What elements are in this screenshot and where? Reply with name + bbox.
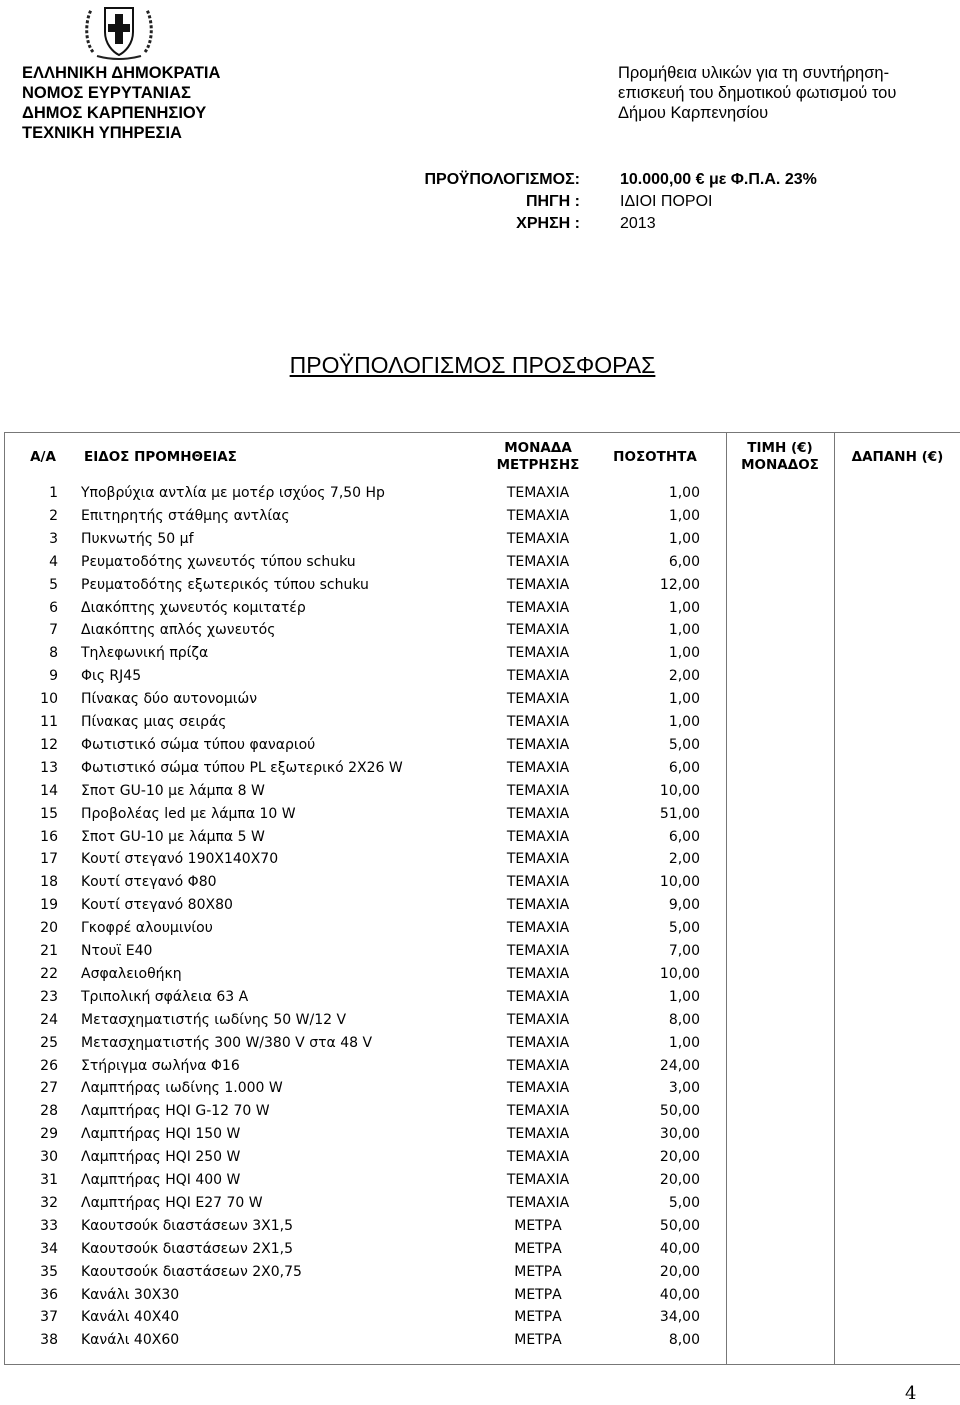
item-description: Καουτσούκ διαστάσεων 2Χ0,75: [81, 1263, 302, 1280]
table-row: [0, 803, 960, 826]
row-number: 26: [40, 1057, 58, 1074]
unit-of-measure: ΤΕΜΑΧΙΑ: [506, 1011, 570, 1028]
unit-of-measure: ΤΕΜΑΧΙΑ: [506, 988, 570, 1005]
row-number: 27: [40, 1080, 58, 1097]
year-value: 2013: [620, 215, 656, 232]
table-row: [0, 642, 960, 665]
table-row: [0, 848, 960, 871]
header-unit-line: ΜΕΤΡΗΣΗΣ: [496, 457, 580, 473]
unit-of-measure: ΜΕΤΡΑ: [514, 1332, 562, 1349]
unit-of-measure: ΤΕΜΑΧΙΑ: [506, 553, 570, 570]
subject-line: επισκευή του δημοτικού φωτισμού του: [618, 84, 897, 102]
table-row: [0, 917, 960, 940]
quantity: 1,00: [668, 485, 700, 501]
table-row: [0, 688, 960, 711]
table-row: [0, 1306, 960, 1329]
row-number: 25: [40, 1034, 58, 1051]
unit-of-measure: ΜΕΤΡΑ: [514, 1309, 562, 1326]
item-description: Κουτί στεγανό 190Χ140Χ70: [81, 851, 279, 868]
item-description: Προβολέας led με λάμπα 10 W: [81, 805, 296, 822]
quantity: 1,00: [668, 599, 700, 616]
item-description: Τηλεφωνική πρίζα: [81, 645, 209, 662]
item-description: Σποτ GU-10 με λάμπα 8 W: [81, 782, 265, 799]
quantity: 5,00: [668, 736, 700, 753]
issuing-authority: [22, 63, 220, 143]
table-row: [0, 574, 960, 597]
item-description: Κανάλι 40Χ60: [81, 1332, 180, 1349]
quantity: 9,00: [668, 897, 700, 914]
unit-of-measure: ΤΕΜΑΧΙΑ: [506, 645, 570, 662]
unit-of-measure: ΤΕΜΑΧΙΑ: [506, 485, 570, 501]
table-row: [0, 1032, 960, 1055]
row-number: 20: [40, 920, 58, 937]
greek-emblem-icon: [83, 2, 155, 60]
unit-of-measure: ΤΕΜΑΧΙΑ: [506, 507, 570, 524]
row-number: 4: [49, 553, 58, 570]
quantity: 20,00: [659, 1263, 700, 1280]
quantity: 6,00: [668, 759, 700, 776]
year-label: ΧΡΗΣΗ :: [516, 215, 580, 232]
quantity: 1,00: [668, 645, 700, 662]
quantity: 51,00: [659, 805, 700, 822]
row-number: 32: [40, 1194, 58, 1211]
subject-line: Προμήθεια υλικών για τη συντήρηση-: [618, 64, 890, 82]
unit-of-measure: ΤΕΜΑΧΙΑ: [506, 576, 570, 593]
item-description: Κανάλι 40Χ40: [81, 1309, 180, 1326]
item-description: Πίνακας μιας σειράς: [81, 714, 227, 730]
item-description: Διακόπτης χωνευτός κομιτατέρ: [81, 599, 306, 616]
item-description: Καουτσούκ διαστάσεων 2Χ1,5: [81, 1240, 294, 1257]
unit-of-measure: ΜΕΤΡΑ: [514, 1286, 562, 1303]
row-number: 3: [49, 530, 58, 547]
quantity: 1,00: [668, 691, 700, 708]
item-description: Κουτί στεγανό Φ80: [81, 874, 217, 891]
table-row: [0, 1192, 960, 1215]
header-cost: ΔΑΠΑΝΗ (€): [851, 449, 944, 465]
table-row: [0, 1169, 960, 1192]
item-description: Ασφαλειοθήκη: [81, 965, 182, 982]
quantity: 12,00: [659, 576, 700, 593]
item-description: Φις RJ45: [81, 668, 142, 685]
row-number: 28: [40, 1103, 58, 1120]
item-description: Σποτ GU-10 με λάμπα 5 W: [81, 828, 265, 845]
item-description: Στήριγμα σωλήνα Φ16: [81, 1057, 240, 1074]
table-row: [0, 1329, 960, 1352]
unit-of-measure: ΤΕΜΑΧΙΑ: [506, 1034, 570, 1051]
table-row: [0, 734, 960, 757]
row-number: 31: [40, 1172, 58, 1188]
row-number: 15: [40, 805, 58, 822]
quantity: 8,00: [668, 1332, 700, 1349]
quantity: 2,00: [668, 668, 700, 685]
quantity: 1,00: [668, 530, 700, 547]
row-number: 7: [49, 622, 58, 639]
table-row: [0, 963, 960, 986]
unit-of-measure: ΜΕΤΡΑ: [514, 1263, 562, 1280]
header-quantity: ΠΟΣΟΤΗΤΑ: [613, 449, 697, 465]
authority-line: ΕΛΛΗΝΙΚΗ ΔΗΜΟΚΡΑΤΙΑ: [22, 64, 221, 82]
quantity: 3,00: [668, 1080, 700, 1097]
unit-of-measure: ΤΕΜΑΧΙΑ: [506, 1057, 570, 1074]
item-description: Καουτσούκ διαστάσεων 3Χ1,5: [81, 1217, 294, 1234]
unit-of-measure: ΤΕΜΑΧΙΑ: [506, 714, 570, 730]
unit-of-measure: ΤΕΜΑΧΙΑ: [506, 965, 570, 982]
item-description: Φωτιστικό σώμα τύπου φαναριού: [81, 736, 316, 753]
table-row: [0, 1284, 960, 1307]
row-number: 30: [40, 1149, 58, 1166]
table-row: [0, 780, 960, 803]
item-description: Κουτί στεγανό 80Χ80: [81, 897, 233, 914]
unit-of-measure: ΤΕΜΑΧΙΑ: [506, 622, 570, 639]
quantity: 50,00: [659, 1217, 700, 1234]
row-number: 36: [40, 1286, 58, 1303]
row-number: 19: [40, 897, 58, 914]
row-number: 10: [40, 691, 58, 708]
procurement-subject: [618, 63, 896, 123]
header-unit-line: ΜΟΝΑΔΑ: [504, 440, 572, 456]
unit-of-measure: ΤΕΜΑΧΙΑ: [506, 1149, 570, 1166]
row-number: 35: [40, 1263, 58, 1280]
quantity: 1,00: [668, 622, 700, 639]
unit-of-measure: ΜΕΤΡΑ: [514, 1217, 562, 1234]
row-number: 24: [40, 1011, 58, 1028]
table-row: [0, 986, 960, 1009]
row-number: 21: [40, 943, 58, 959]
item-description: Λαμπτήρας ιωδίνης 1.000 W: [81, 1080, 283, 1097]
table-row: [0, 619, 960, 642]
row-number: 5: [49, 576, 58, 593]
table-row: [0, 665, 960, 688]
row-number: 13: [40, 759, 58, 776]
quantity: 10,00: [659, 782, 700, 799]
quantity: 20,00: [659, 1172, 700, 1188]
item-description: Πυκνωτής 50 μf: [81, 530, 194, 547]
table-row: [0, 528, 960, 551]
quantity: 5,00: [668, 1194, 700, 1211]
unit-of-measure: ΤΕΜΑΧΙΑ: [506, 943, 570, 959]
unit-of-measure: ΤΕΜΑΧΙΑ: [506, 736, 570, 753]
table-row: [0, 1215, 960, 1238]
quantity: 10,00: [659, 965, 700, 982]
unit-of-measure: ΤΕΜΑΧΙΑ: [506, 874, 570, 891]
item-description: Γκοφρέ αλουμινίου: [81, 920, 213, 937]
authority-line: ΝΟΜΟΣ ΕΥΡΥΤΑΝΙΑΣ: [22, 84, 191, 102]
item-description: Λαμπτήρας HQI 400 W: [81, 1172, 241, 1188]
unit-of-measure: ΤΕΜΑΧΙΑ: [506, 668, 570, 685]
quantity: 1,00: [668, 714, 700, 730]
row-number: 17: [40, 851, 58, 868]
item-description: Τριπολική σφάλεια 63 Α: [81, 988, 249, 1005]
unit-of-measure: ΤΕΜΑΧΙΑ: [506, 1172, 570, 1188]
quantity: 6,00: [668, 553, 700, 570]
row-number: 38: [40, 1332, 58, 1349]
unit-of-measure: ΤΕΜΑΧΙΑ: [506, 1080, 570, 1097]
table-row: [0, 894, 960, 917]
row-number: 14: [40, 782, 58, 799]
quantity: 34,00: [659, 1309, 700, 1326]
table-row: [0, 1146, 960, 1169]
table-row: [0, 1238, 960, 1261]
row-number: 12: [40, 736, 58, 753]
budget-label: ΠΡΟΫΠΟΛΟΓΙΣΜΟΣ:: [424, 171, 580, 188]
quantity: 1,00: [668, 988, 700, 1005]
table-row: [0, 1261, 960, 1284]
item-description: Λαμπτήρας HQI 150 W: [81, 1126, 241, 1143]
quantity: 7,00: [668, 943, 700, 959]
quantity: 8,00: [668, 1011, 700, 1028]
quantity: 6,00: [668, 828, 700, 845]
item-description: Πίνακας δύο αυτονομιών: [81, 691, 258, 708]
row-number: 18: [40, 874, 58, 891]
budget-value: 10.000,00 € με Φ.Π.Α. 23%: [620, 171, 817, 188]
item-description: Επιτηρητής στάθμης αντλίας: [81, 507, 290, 524]
item-description: Λαμπτήρας HQI E27 70 W: [81, 1194, 263, 1211]
row-number: 37: [40, 1309, 58, 1326]
table-row: [0, 1009, 960, 1032]
header-unit: [488, 440, 588, 474]
table-row: [0, 1055, 960, 1078]
unit-of-measure: ΤΕΜΑΧΙΑ: [506, 851, 570, 868]
header-price-line: ΤΙΜΗ (€): [747, 440, 813, 456]
quantity: 1,00: [668, 507, 700, 524]
quantity: 24,00: [659, 1057, 700, 1074]
unit-of-measure: ΤΕΜΑΧΙΑ: [506, 691, 570, 708]
subject-line: Δήμου Καρπενησίου: [618, 104, 769, 122]
item-description: Ρευματοδότης χωνευτός τύπου schuku: [81, 553, 356, 570]
row-number: 8: [49, 645, 58, 662]
unit-of-measure: ΤΕΜΑΧΙΑ: [506, 805, 570, 822]
table-row: [0, 1077, 960, 1100]
item-description: Ρευματοδότης εξωτερικός τύπου schuku: [81, 576, 369, 593]
header-unit-price: [730, 440, 830, 474]
row-number: 9: [49, 668, 58, 685]
table-row: [0, 1100, 960, 1123]
row-number: 2: [49, 507, 58, 524]
unit-of-measure: ΤΕΜΑΧΙΑ: [506, 1126, 570, 1143]
table-row: [0, 826, 960, 849]
quantity: 1,00: [668, 1034, 700, 1051]
header-price-line: ΜΟΝΑΔΟΣ: [741, 457, 819, 473]
row-number: 16: [40, 828, 58, 845]
quantity: 10,00: [659, 874, 700, 891]
quantity: 50,00: [659, 1103, 700, 1120]
item-description: Λαμπτήρας HQI G-12 70 W: [81, 1103, 270, 1120]
row-number: 22: [40, 965, 58, 982]
unit-of-measure: ΤΕΜΑΧΙΑ: [506, 897, 570, 914]
unit-of-measure: ΤΕΜΑΧΙΑ: [506, 1194, 570, 1211]
unit-of-measure: ΤΕΜΑΧΙΑ: [506, 530, 570, 547]
unit-of-measure: ΤΕΜΑΧΙΑ: [506, 759, 570, 776]
table-row: [0, 711, 960, 734]
table-row: [0, 1123, 960, 1146]
item-description: Μετασχηματιστής 300 W/380 V στα 48 V: [81, 1034, 373, 1051]
item-description: Ντουϊ Ε40: [81, 943, 153, 959]
authority-line: ΤΕΧΝΙΚΗ ΥΠΗΡΕΣΙΑ: [22, 124, 182, 142]
table-row: [0, 551, 960, 574]
row-number: 34: [40, 1240, 58, 1257]
table-row: [0, 505, 960, 528]
table-row: [0, 940, 960, 963]
item-description: Υποβρύχια αντλία με μοτέρ ισχύος 7,50 Hp: [81, 485, 385, 501]
item-description: Λαμπτήρας HQI 250 W: [81, 1149, 241, 1166]
unit-of-measure: ΤΕΜΑΧΙΑ: [506, 1103, 570, 1120]
row-number: 6: [49, 599, 58, 616]
quantity: 40,00: [659, 1286, 700, 1303]
table-row: [0, 757, 960, 780]
unit-of-measure: ΜΕΤΡΑ: [514, 1240, 562, 1257]
header-aa: Α/Α: [30, 449, 56, 465]
quantity: 5,00: [668, 920, 700, 937]
header-item: ΕΙΔΟΣ ΠΡΟΜΗΘΕΙΑΣ: [84, 449, 237, 465]
item-description: Διακόπτης απλός χωνευτός: [81, 622, 276, 639]
quantity: 40,00: [659, 1240, 700, 1257]
page-title: ΠΡΟΫΠΟΛΟΓΙΣΜΟΣ ΠΡΟΣΦΟΡΑΣ: [289, 352, 656, 378]
row-number: 29: [40, 1126, 58, 1143]
quantity: 2,00: [668, 851, 700, 868]
item-description: Φωτιστικό σώμα τύπου PL εξωτερικό 2Χ26 W: [81, 759, 403, 776]
item-description: Κανάλι 30Χ30: [81, 1286, 180, 1303]
table-row: [0, 871, 960, 894]
source-label: ΠΗΓΗ :: [525, 193, 580, 210]
table-row: [0, 482, 960, 505]
row-number: 23: [40, 988, 58, 1005]
unit-of-measure: ΤΕΜΑΧΙΑ: [506, 599, 570, 616]
row-number: 33: [40, 1217, 58, 1234]
page-number: 4: [905, 1383, 917, 1404]
quantity: 20,00: [659, 1149, 700, 1166]
source-value: ΙΔΙΟΙ ΠΟΡΟΙ: [620, 193, 713, 210]
quantity: 30,00: [659, 1126, 700, 1143]
unit-of-measure: ΤΕΜΑΧΙΑ: [506, 920, 570, 937]
row-number: 11: [40, 714, 58, 730]
item-description: Μετασχηματιστής ιωδίνης 50 W/12 V: [81, 1011, 347, 1028]
row-number: 1: [49, 485, 58, 501]
table-row: [0, 597, 960, 620]
unit-of-measure: ΤΕΜΑΧΙΑ: [506, 782, 570, 799]
authority-line: ΔΗΜΟΣ ΚΑΡΠΕΝΗΣΙΟΥ: [22, 104, 207, 122]
unit-of-measure: ΤΕΜΑΧΙΑ: [506, 828, 570, 845]
